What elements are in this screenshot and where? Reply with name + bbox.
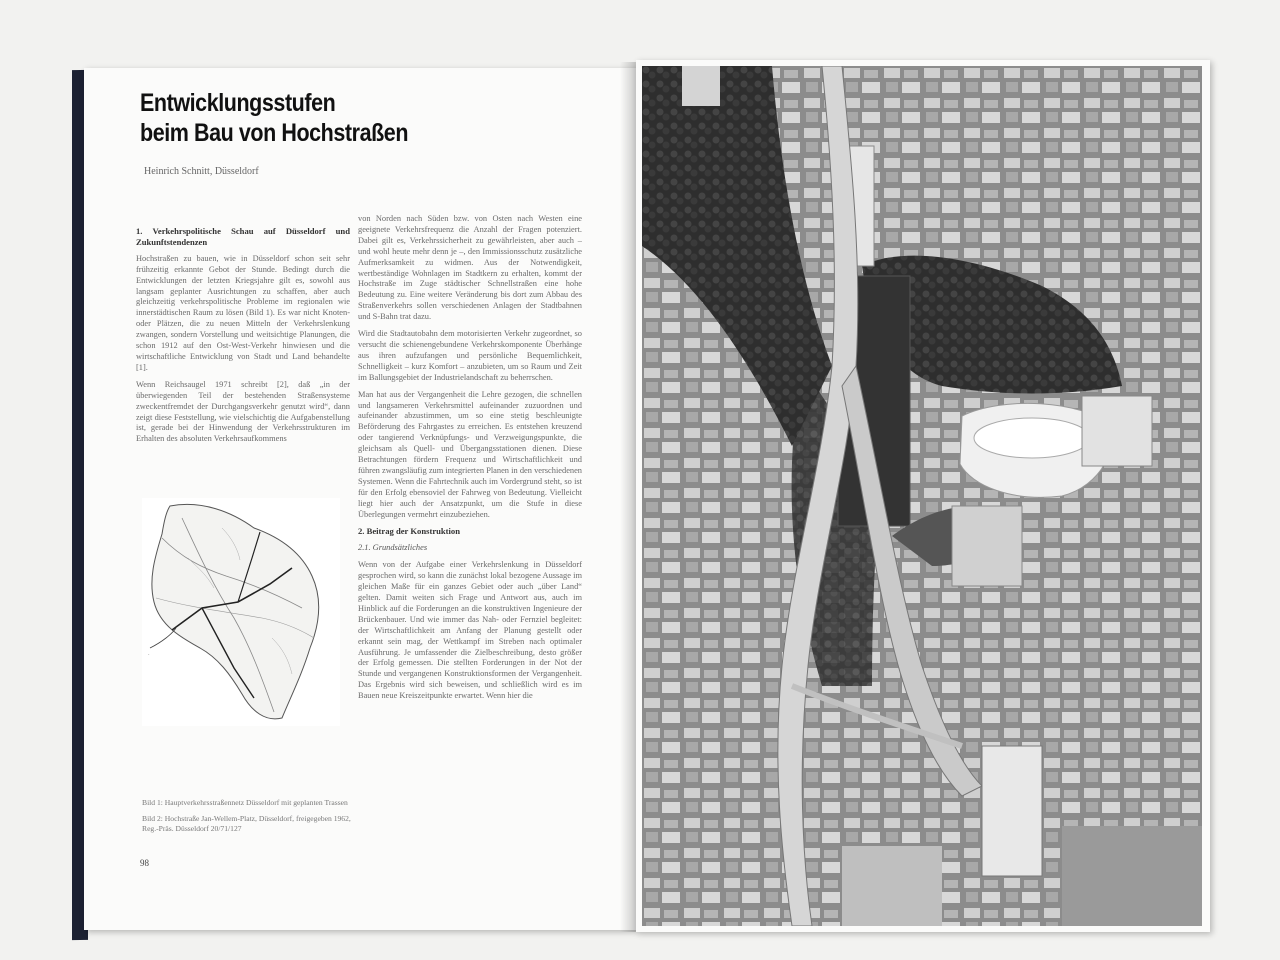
text-column-2: [358, 214, 582, 708]
paragraph: Wenn von der Aufgabe einer Verkehrslenkung in Düsseldorf gesprochen wird, so kann die zunächst lokal bezogene Aussage im gleichen Maße für ein ganzes Gebiet oder auch „über Land“ gelten. Damit weiten sich Frage und Antwort aus, auch im Hinblick auf die Forderungen an die konstruktiven Ingenieure der Brückenbauer. Und wie immer das Nah- oder Fernziel begleitet: der Wirtschaftlichkeit am Anfang der Planung gestellt oder erkannt sein mag, der Wettkampf im Streben nach optimaler Ausführung. Je umfassender die Zielbeschreibung, desto größer der Erfolg gemessen. Die stellten Forderungen in der Not der Stunde und vergangenen Konstruktionsformen der Vergangenheit. Das Ergebnis wird sich beweisen, und schließlich wird es im Bauen neue Kreiszeitpunkte erwartet. Wenn hier die: [358, 560, 582, 701]
left-page: [84, 68, 636, 930]
paragraph: Hochstraßen zu bauen, wie in Düsseldorf schon seit sehr frühzeitig erkannte Gebot der Stunde. Bedingt durch die Entwicklungen der letzten Kriegsjahre gilt es, sowohl aus langsam geplanter Ausrichtungen zu schaffen, aber auch gleichzeitig verkehrspolitische Probleme im regionalen wie innerstädtischen Raum zu lösen (Bild 1). Es war nicht Knoten- oder Plätzen, die zu neuen Mitteln der Verkehrslenkung zwangen, sondern Vorstellung und weitsichtige Planungen, die schon 1912 auf den Ost-West-Verkehr hinwiesen und die wirtschaftliche Entwicklung von Stadt und Land behandelte [1].: [136, 253, 350, 372]
section-2-1-heading: 2.1. Grundsätzliches: [358, 543, 428, 553]
caption-1: Bild 1: Hauptverkehrsstraßennetz Düsseldorf mit geplanten Trassen: [142, 798, 348, 807]
city-map-drawing: [142, 498, 340, 726]
title-line-2: beim Bau von Hochstraßen: [140, 119, 409, 147]
paragraph: von Norden nach Süden bzw. von Osten nach Westen eine geeignete Verkehrsfrequenz die Anzahl der Fragen potenziert. Dabei gilt es, Verkehrssicherheit zu gewährleisten, aber auch – und wohl heute mehr denn je –, den Immissionsschutz zusätzliche Aufmerksamkeit zu widmen. Aus der Notwendigkeit, wertbeständige Wohnlagen im Stadtkern zu erhalten, kommt der Hochstraße im Zuge städtischer Schnellstraßen eine hohe Bedeutung zu. Eine weitere Veränderung bis dort zum Abbau des Straßenverkehrs sollen verschiedenen Anlagen der Stadtbahnen und S-Bahn trat dazu.: [358, 214, 582, 322]
section-1-heading: 1. Verkehrspolitische Schau auf Düsseldorf und Zukunftstendenzen: [136, 226, 350, 247]
article-title: [140, 88, 408, 148]
paragraph: Wird die Stadtautobahn dem motorisierten Verkehr zugeordnet, so versucht die schienengebundene Verkehrskomponente Überhänge aus ihren aufzufangen und persönliche Bequemlichkeit, Schnelligkeit – kurz Komfort – anzubieten, um so Raum und Zeit im Ballungsgebiet der Industrielandschaft zu beherrschen.: [358, 329, 582, 382]
figure-captions: [142, 798, 352, 840]
aerial-photo: [642, 66, 1202, 926]
page-number: 98: [140, 858, 149, 868]
svg-text:·: ·: [148, 652, 150, 658]
author-line: Heinrich Schnitt, Düsseldorf: [144, 166, 259, 177]
title-line-1: Entwicklungsstufen: [140, 89, 336, 117]
paragraph: Wenn Reichsaugel 1971 schreibt [2], daß „in der überwiegenden Teil der bestehenden Straßensysteme zweckentfremdet der Durchgangsverkehr genutzt wird“, dann zeigt diese Feststellung, wie vielschichtig die Aufgabenstellung ist, gerade bei der Hinwendung der Verkehrsstrukturen im Erhalten des absoluten Verkehrsaufkommens: [136, 379, 350, 444]
section-2-heading: 2. Beitrag der Konstruktion: [358, 526, 461, 537]
paragraph: Man hat aus der Vergangenheit die Lehre gezogen, die schnellen und langsameren Verkehrsmittel aufeinander zuzuordnen und aufeinander abzustimmen, um so eine stetig beschleunigte Beförderung des Fahrgastes zu erreichen. Es entstehen kreuzend oder tangierend Verknüpfungs- und Verzweigungspunkte, die gleichsam als Quell- und Übergangsstationen dienen. Diese Betrachtungen fördern Frequenz und Wirtschaftlichkeit und führen zwangsläufig zum integrierten Planen in den verschiedenen Systemen. Wenn die Fahrtechnik auch im Vordergrund steht, so ist für den Erfolg ebensoviel der Fahrweg von Bedeutung. Vielleicht liegt hier auch der Ansatzpunkt, um die Stufe in diese Überlegungen vermehrt einzubeziehen.: [358, 389, 582, 519]
right-page: [636, 60, 1210, 932]
city-map-figure: [142, 498, 340, 726]
text-column-1: [136, 226, 350, 451]
caption-2: Bild 2: Hochstraße Jan-Wellem-Platz, Düsseldorf, freigegeben 1962, Reg.-Präs. Düsseldorf 20/71/127: [142, 814, 351, 833]
